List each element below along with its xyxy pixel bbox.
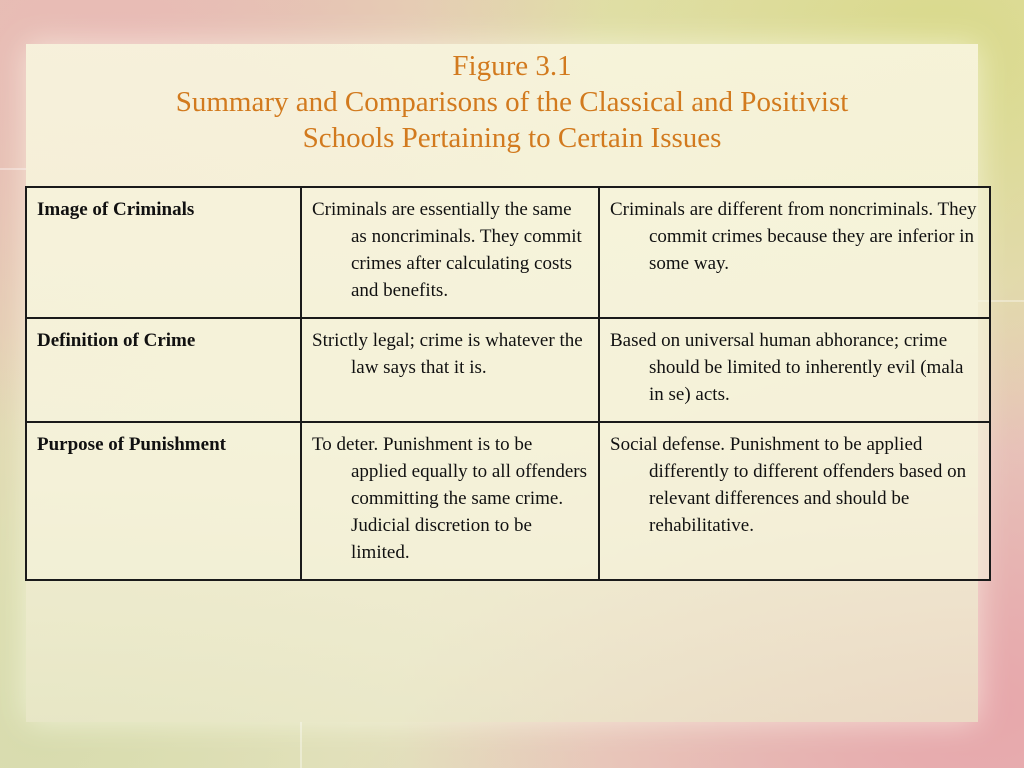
row-header: Definition of Crime — [26, 318, 301, 422]
background-decoration — [300, 722, 302, 768]
cell-text: Based on universal human abhorance; crime should be limited to inherently evil (mala in se) acts. — [610, 330, 964, 405]
table-cell — [301, 187, 599, 318]
background-decoration — [0, 168, 26, 170]
cell-text: Strictly legal; crime is whatever the law says that it is. — [312, 330, 583, 378]
table-cell — [599, 318, 990, 422]
table-row — [26, 422, 990, 580]
row-header: Purpose of Punishment — [26, 422, 301, 580]
table-row — [26, 318, 990, 422]
comparison-table — [25, 186, 991, 581]
slide-title — [0, 48, 1024, 156]
table-cell — [599, 187, 990, 318]
table-row — [26, 187, 990, 318]
cell-text: Criminals are essentially the same as noncriminals. They commit crimes after calculating costs and benefits. — [312, 199, 582, 301]
cell-text: Social defense. Punishment to be applied differently to different offenders based on relevant differences and should be rehabilitative. — [610, 434, 967, 536]
table-cell — [301, 422, 599, 580]
title-line: Schools Pertaining to Certain Issues — [302, 122, 722, 154]
figure-label: Figure 3.1 — [452, 50, 572, 82]
cell-text: Criminals are different from noncriminals. They commit crimes because they are inferior in some way. — [610, 199, 977, 274]
cell-text: To deter. Punishment is to be applied equally to all offenders committing the same crime. Judicial discretion to be limited. — [312, 434, 588, 563]
table-cell — [599, 422, 990, 580]
table-cell — [301, 318, 599, 422]
title-line: Summary and Comparisons of the Classical and Positivist — [175, 86, 849, 118]
row-header: Image of Criminals — [26, 187, 301, 318]
